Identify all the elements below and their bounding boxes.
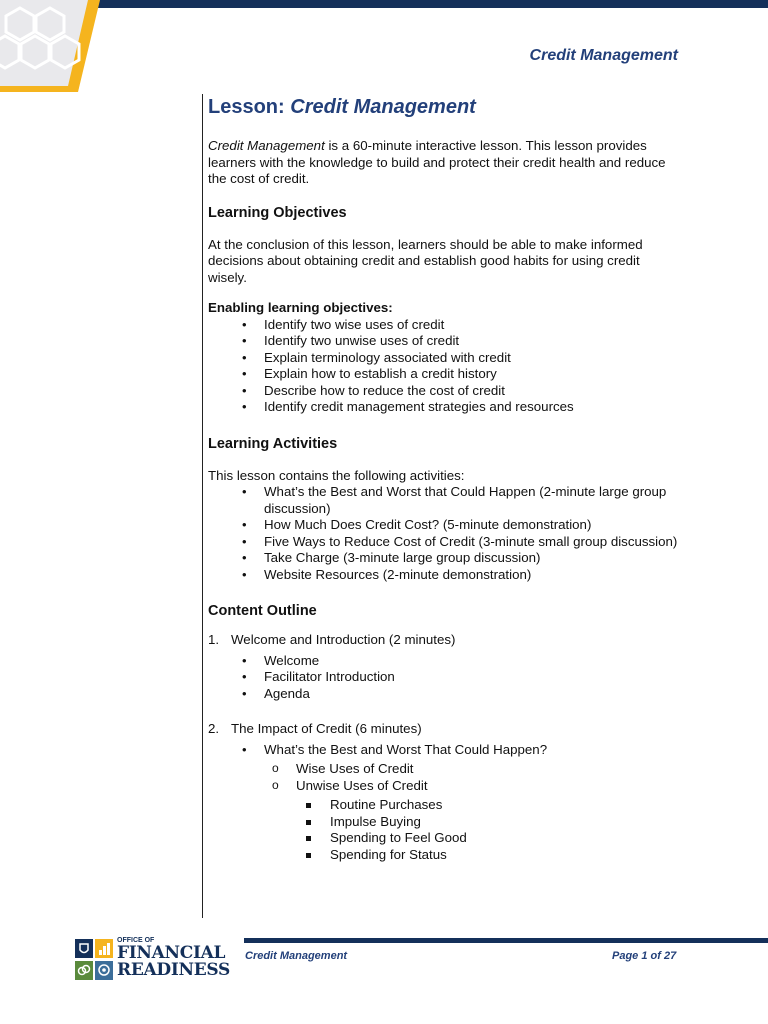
logo-financial-readiness: FINANCIAL READINESS (117, 943, 230, 980)
margin-rule (202, 94, 203, 918)
footer-bar (244, 938, 768, 943)
list-item: o Unwise Uses of Credit Routine Purchases Impulse Buying Spending to Feel Good Spending for Status (272, 778, 678, 864)
outline-section-1 (208, 632, 678, 649)
objectives-list (242, 317, 678, 416)
objectives-heading: Learning Objectives (208, 204, 347, 221)
list-item: • Agenda (242, 686, 678, 703)
corner-hexagon-graphic (0, 0, 100, 92)
activities-heading: Learning Activities (208, 435, 338, 452)
list-item: • What’s the Best and Worst that Could Happen (2-minute large group discussion) (242, 484, 678, 517)
list-item: • Explain how to establish a credit history (242, 366, 678, 383)
list-item: Impulse Buying (306, 814, 678, 831)
section-title: The Impact of Credit (6 minutes) (231, 721, 422, 736)
top-header-bar (0, 0, 768, 8)
section-1-list (242, 653, 678, 703)
list-item: Routine Purchases (306, 797, 678, 814)
sub-list (272, 761, 678, 863)
section-2-list (242, 742, 678, 864)
list-item: • Identify credit management strategies and resources (242, 399, 678, 416)
list-item: • Website Resources (2-minute demonstration) (242, 567, 678, 584)
list-item: • Describe how to reduce the cost of credit (242, 383, 678, 400)
list-item: o Wise Uses of Credit (272, 761, 678, 778)
list-item: • Facilitator Introduction (242, 669, 678, 686)
section-number: 2. (208, 721, 220, 736)
logo-office-of: OFFICE OF (117, 937, 155, 944)
enabling-objectives-heading: Enabling learning objectives: (208, 300, 393, 315)
list-item: • Welcome (242, 653, 678, 670)
lesson-title: Lesson: Credit Management (208, 96, 476, 118)
document-body (208, 94, 678, 863)
activities-paragraph: This lesson contains the following activities: (208, 467, 465, 483)
office-of-financial-readiness-logo (74, 935, 230, 985)
list-item: • What’s the Best and Worst That Could Happen? o Wise Uses of Credit o Unwise Uses of Credit Routine Purchases Impulse Buying Spending to Feel Good Spending for Status (242, 742, 678, 864)
list-item: • Explain terminology associated with credit (242, 350, 678, 367)
list-item: • Identify two wise uses of credit (242, 317, 678, 334)
list-item: • Take Charge (3-minute large group discussion) (242, 550, 678, 567)
activities-list (242, 484, 678, 583)
list-item: Spending for Status (306, 847, 678, 864)
sub-sub-list (306, 797, 678, 863)
footer-document-title: Credit Management (245, 950, 348, 962)
outline-heading: Content Outline (208, 603, 317, 619)
list-item: • Five Ways to Reduce Cost of Credit (3-minute small group discussion) (242, 534, 678, 551)
outline-section-2 (208, 721, 678, 738)
logo-icon-grid (74, 938, 114, 982)
section-number: 1. (208, 632, 220, 647)
list-item: • Identify two unwise uses of credit (242, 333, 678, 350)
footer-page-number: Page 1 of 27 (612, 950, 677, 962)
list-item: • How Much Does Credit Cost? (5-minute demonstration) (242, 517, 678, 534)
objectives-paragraph: At the conclusion of this lesson, learners should be able to make informed decisions about obtaining credit and establish good habits for using credit wisely. (208, 236, 643, 285)
section-title: Welcome and Introduction (2 minutes) (231, 632, 456, 647)
header-title: Credit Management (529, 47, 678, 64)
list-item: Spending to Feel Good (306, 830, 678, 847)
intro-paragraph: Credit Management is a 60-minute interactive lesson. This lesson provides learners with the knowledge to build and protect their credit health and reduce the cost of credit. (208, 138, 666, 186)
